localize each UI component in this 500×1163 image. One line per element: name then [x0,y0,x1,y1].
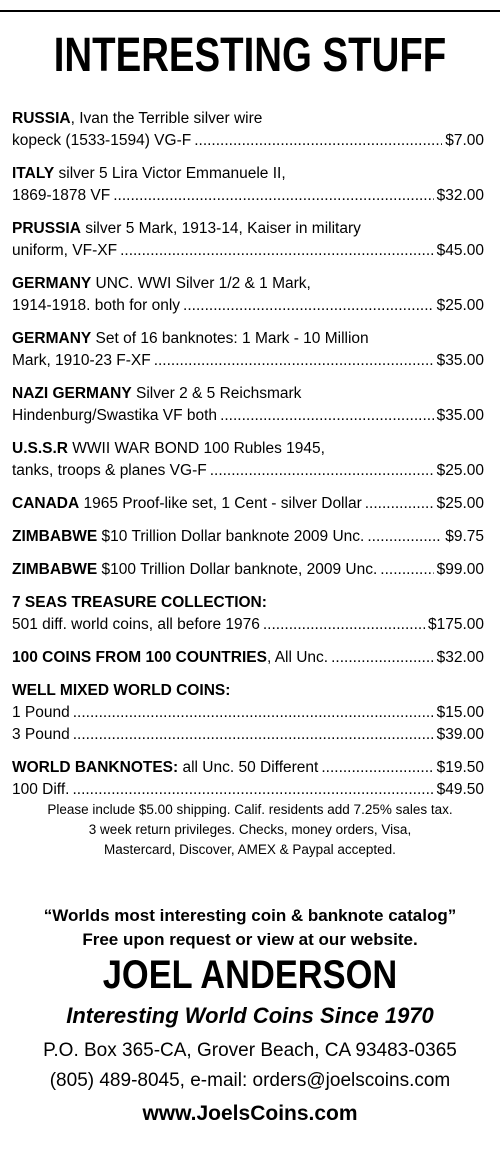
item-description: , All Unc. [266,649,329,666]
item-name: GERMANY [12,275,92,292]
dot-leader [380,559,433,581]
item-name: 100 COINS FROM 100 COUNTRIES [12,649,267,666]
dot-leader [113,185,433,207]
list-item [12,559,484,581]
item-description: silver 5 Lira Victor Emmanuele II, [54,165,286,182]
item-detail: 1869-1878 VF [12,187,111,204]
list-item [12,493,484,515]
dot-leader [73,724,434,746]
item-name: WORLD BANKNOTES: [12,759,179,776]
item-description: $10 Trillion Dollar banknote 2009 Unc. [97,528,365,545]
promo-offer: Free upon request or view at our website. [82,930,418,949]
item-price: $19.50 [436,759,484,776]
item-price: $25.00 [436,462,484,479]
item-description: 1965 Proof-like set, 1 Cent - silver Dollar [79,495,362,512]
item-detail: Hindenburg/Swastika VF both [12,407,218,424]
item-detail: 1914-1918. both for only [12,297,181,314]
item-name: WELL MIXED WORLD COINS: [12,682,231,699]
top-rule [0,10,500,12]
returns-line: 3 week return privileges. Checks, money orders, Visa, [88,822,412,837]
item-name: RUSSIA [12,110,71,127]
item-price: $32.00 [436,649,484,666]
item-name: ITALY [12,165,55,182]
item-detail: kopeck (1533-1594) VG-F [12,132,192,149]
catalog-promo [0,904,500,952]
dot-leader [365,493,434,515]
list-item [12,592,484,636]
item-price: $49.50 [436,781,484,798]
promo-quote: “Worlds most interesting coin & banknote catalog” [43,906,457,925]
dot-leader [367,526,442,548]
list-item [12,383,484,427]
seller-name: JOEL ANDERSON [102,953,398,997]
item-name: ZIMBABWE [12,561,98,578]
item-description: Set of 16 banknotes: 1 Mark - 10 Million [91,330,369,347]
item-price: $35.00 [436,352,484,369]
list-item [12,526,484,548]
item-name: U.S.S.R [12,440,68,457]
item-detail: 100 Diff. [12,781,70,798]
dot-leader [321,757,433,779]
item-description: , Ivan the Terrible silver wire [70,110,263,127]
phone-email: (805) 489-8045, e-mail: orders@joelscoins.com [49,1070,451,1091]
item-price: $32.00 [436,187,484,204]
item-name: CANADA [12,495,80,512]
item-price: $7.00 [445,132,484,149]
item-detail: tanks, troops & planes VG-F [12,462,207,479]
item-description: silver 5 Mark, 1913-14, Kaiser in military [80,220,361,237]
item-detail: 1 Pound [12,704,70,721]
item-price: $45.00 [436,242,484,259]
item-detail: 3 Pound [12,726,70,743]
item-price: $99.00 [436,561,484,578]
dot-leader [72,779,433,801]
dot-leader [73,702,434,724]
item-description: UNC. WWI Silver 1/2 & 1 Mark, [91,275,311,292]
website-link[interactable]: www.JoelsCoins.com [142,1102,358,1125]
item-description: WWII WAR BOND 100 Rubles 1945, [67,440,325,457]
list-item [12,218,484,262]
item-price: $9.75 [445,528,484,545]
list-item [12,647,484,669]
item-price: $175.00 [427,616,484,633]
item-price: $25.00 [436,495,484,512]
dot-leader [194,130,442,152]
item-name: GERMANY [12,330,92,347]
dot-leader [154,350,434,372]
shipping-line: Please include $5.00 shipping. Calif. residents add 7.25% sales tax. [47,802,453,817]
seller-contact [0,1036,500,1096]
price-list [12,108,484,812]
item-price: $15.00 [436,704,484,721]
item-name: 7 SEAS TREASURE COLLECTION: [12,594,267,611]
item-price: $39.00 [436,726,484,743]
list-item [12,108,484,152]
shipping-note [0,800,500,860]
item-price: $25.00 [436,297,484,314]
item-detail: Mark, 1910-23 F-XF [12,352,151,369]
dot-leader [263,614,425,636]
item-price: $35.00 [436,407,484,424]
dot-leader [210,460,434,482]
list-item [12,438,484,482]
mailing-address: P.O. Box 365-CA, Grover Beach, CA 93483-0365 [43,1040,457,1061]
item-name: NAZI GERMANY [12,385,132,402]
list-item [12,328,484,372]
list-item [12,273,484,317]
item-name: PRUSSIA [12,220,81,237]
item-name: ZIMBABWE [12,528,98,545]
item-detail: 501 diff. world coins, all before 1976 [12,616,260,633]
item-description: all Unc. 50 Different [178,759,319,776]
list-item [12,163,484,207]
page-title: INTERESTING STUFF [53,29,447,82]
dot-leader [331,647,433,669]
item-description: Silver 2 & 5 Reichsmark [131,385,302,402]
list-item [12,680,484,746]
seller-tagline: Interesting World Coins Since 1970 [66,1003,434,1028]
payment-line: Mastercard, Discover, AMEX & Paypal accepted. [104,842,396,857]
dot-leader [220,405,434,427]
item-description: $100 Trillion Dollar banknote, 2009 Unc. [97,561,378,578]
dot-leader [120,240,434,262]
item-detail: uniform, VF-XF [12,242,118,259]
dot-leader [183,295,434,317]
list-item [12,757,484,801]
